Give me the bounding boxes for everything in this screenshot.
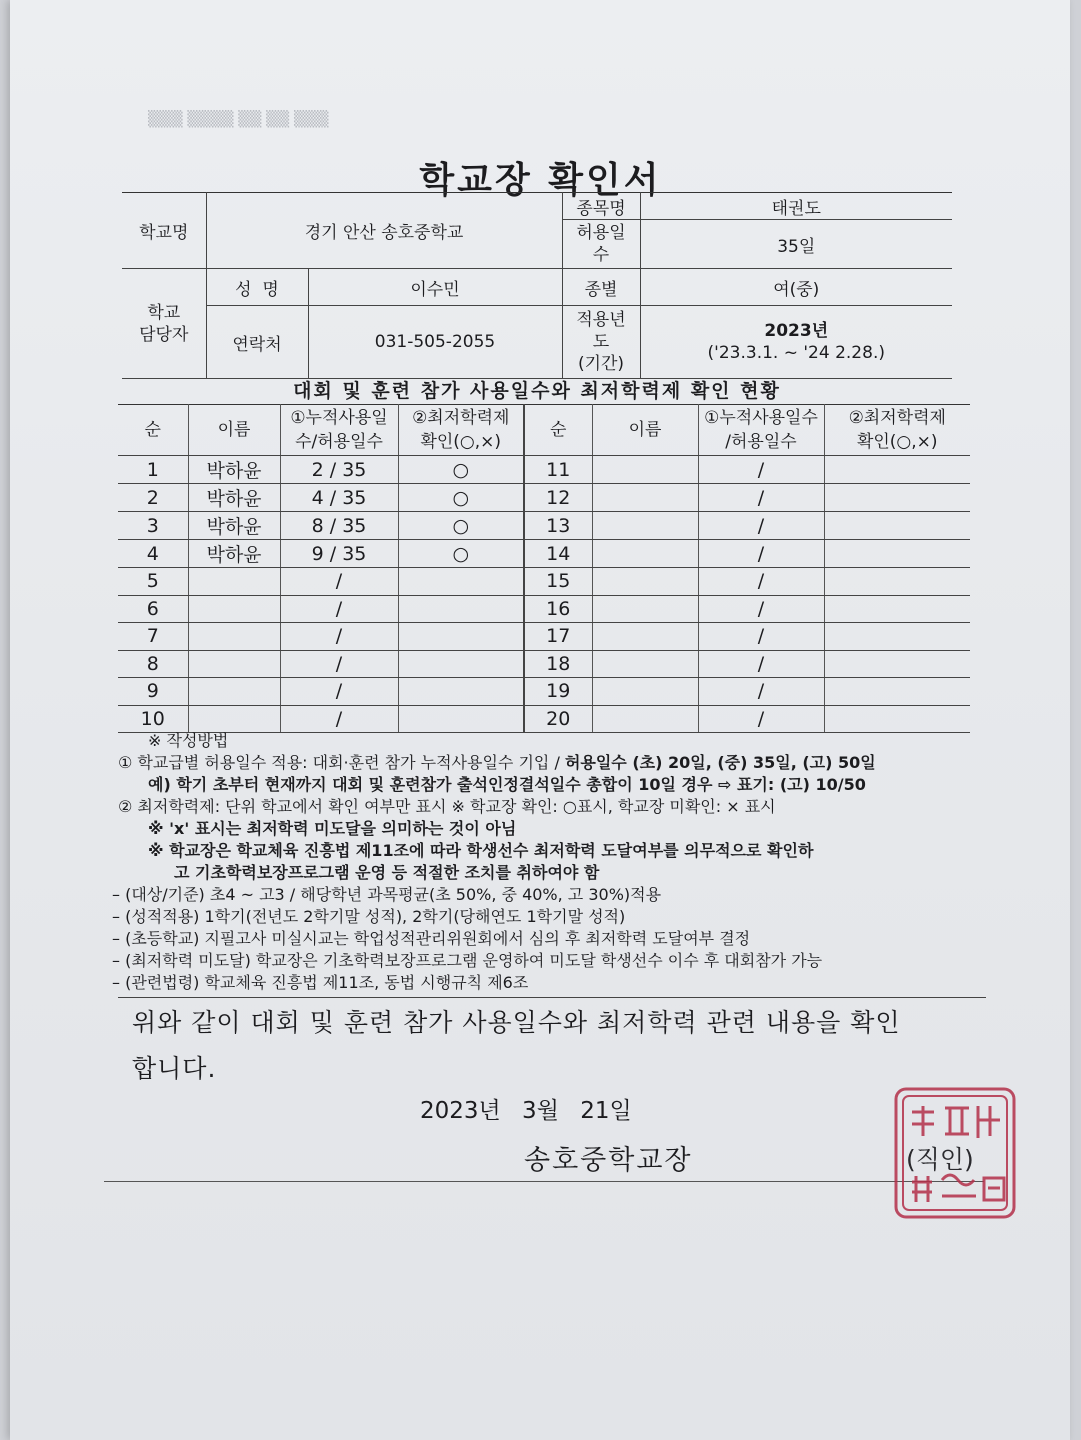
row-name-left: 박하윤 [188,456,280,484]
row-no-left: 9 [118,678,188,706]
table-row [118,512,970,540]
header-check-left: ②최저학력제 확인(○,×) [398,405,524,456]
row-no-right: 13 [524,512,592,540]
row-days-right: / [698,595,824,623]
note-8: – (성적적용) 1학기(전년도 2학기말 성적), 2학기(당해연도 1학기말 성적) [112,907,626,926]
row-days-left: 9 / 35 [280,540,398,568]
header-days-left: ①누적사용일 수/허용일수 [280,405,398,456]
row-days-left: / [280,705,398,733]
row-name-right [592,568,698,596]
row-no-right: 16 [524,595,592,623]
note-10: – (최저학력 미도달) 학교장은 기초학력보장프로그램 운영하여 미도달 학생선수 이수 후 대회참가 가능 [112,951,823,970]
row-days-left: 4 / 35 [280,484,398,512]
row-name-left [188,595,280,623]
row-check-right [824,623,970,651]
row-days-right: / [698,512,824,540]
row-no-right: 14 [524,540,592,568]
row-name-left [188,650,280,678]
notes-heading: ※ 작성방법 [148,731,229,750]
row-check-left [398,595,524,623]
row-days-right: / [698,568,824,596]
contact-value: 031-505-2055 [308,306,562,379]
row-name-left: 박하윤 [188,540,280,568]
contact-label: 연락처 [206,306,308,379]
row-no-left: 7 [118,623,188,651]
row-no-right: 17 [524,623,592,651]
school-label: 학교명 [122,193,206,269]
sport-value: 태권도 [640,193,952,220]
note-7: – (대상/기준) 초4 ~ 고3 / 해당학년 과목평균(초 50%, 중 40%, 고 30%)적용 [112,885,662,904]
row-check-right [824,568,970,596]
row-days-right: / [698,705,824,733]
header-name-left: 이름 [188,405,280,456]
note-5: ※ 학교장은 학교체육 진흥법 제11조에 따라 학생선수 최저학력 도달여부를 의무적으로 확인하 [148,841,814,860]
name-label: 성 명 [206,269,308,306]
usage-header-row [118,405,970,456]
row-name-right [592,623,698,651]
row-name-left [188,678,280,706]
header-days-right: ①누적사용일수 /허용일수 [698,405,824,456]
row-name-right [592,678,698,706]
row-days-right: / [698,678,824,706]
school-name: 경기 안산 송호중학교 [206,193,562,269]
table-row [118,568,970,596]
seal-label: (직인) [906,1145,974,1174]
row-name-left: 박하윤 [188,484,280,512]
header-no-right: 순 [524,405,592,456]
row-days-left: / [280,568,398,596]
row-no-right: 20 [524,705,592,733]
note-3: ② 최저학력제: 단위 학교에서 확인 여부만 표시 ※ 학교장 확인: ○표시, 학교장 미확인: × 표시 [118,797,776,816]
row-check-left [398,623,524,651]
row-name-right [592,705,698,733]
note-9: – (초등학교) 지필고사 미실시교는 학업성적관리위원회에서 심의 후 최저학력 도달여부 결정 [112,929,751,948]
section-subtitle: 대회 및 훈련 참가 사용일수와 최저학력제 확인 현황 [293,380,781,402]
allowed-days-value: 35일 [640,220,952,269]
row-check-right [824,456,970,484]
row-days-right: / [698,484,824,512]
principal-signature: 송호중학교장 [524,1145,693,1176]
row-check-left [398,650,524,678]
note-6: 고 기초학력보장프로그램 운영 등 적절한 조치를 취하여야 함 [174,863,600,882]
row-check-left: ○ [398,512,524,540]
row-days-left: / [280,623,398,651]
sport-label: 종목명 [562,193,640,220]
row-check-right [824,484,970,512]
header-name-right: 이름 [592,405,698,456]
row-no-right: 19 [524,678,592,706]
table-row [118,484,970,512]
row-check-left [398,705,524,733]
usage-table [118,404,970,733]
row-days-left: 8 / 35 [280,512,398,540]
bottom-divider [104,1181,984,1182]
row-days-left: 2 / 35 [280,456,398,484]
info-table [122,192,952,379]
row-no-left: 1 [118,456,188,484]
row-days-right: / [698,650,824,678]
row-no-left: 5 [118,568,188,596]
row-name-right [592,650,698,678]
row-days-left: / [280,650,398,678]
note-4: ※ 'x' 표시는 최저학력 미도달을 의미하는 것이 아님 [148,819,517,838]
row-no-left: 4 [118,540,188,568]
row-check-right [824,650,970,678]
table-row [118,595,970,623]
gender-value: 여(중) [640,269,952,306]
year-label: 적용년 도 (기간) [562,306,640,379]
table-row [118,650,970,678]
row-name-right [592,512,698,540]
row-check-left: ○ [398,484,524,512]
divider [118,997,986,998]
table-row [118,623,970,651]
row-name-right [592,595,698,623]
row-name-left: 박하윤 [188,512,280,540]
note-2: 예) 학기 초부터 현재까지 대회 및 훈련참가 출석인정결석일수 총합이 10일 경우 ⇨ 표기: (고) 10/50 [148,775,866,794]
row-name-left [188,705,280,733]
row-no-right: 15 [524,568,592,596]
row-days-right: / [698,540,824,568]
row-no-left: 6 [118,595,188,623]
row-check-right [824,705,970,733]
row-name-right [592,540,698,568]
row-check-right [824,512,970,540]
issue-date: 2023년 3월 21일 [420,1098,632,1124]
table-row [118,678,970,706]
row-no-right: 11 [524,456,592,484]
row-no-left: 3 [118,512,188,540]
allowed-days-label: 허용일 수 [562,220,640,269]
manager-label: 학교 담당자 [122,269,206,379]
row-no-left: 10 [118,705,188,733]
row-check-right [824,540,970,568]
row-no-left: 8 [118,650,188,678]
row-days-left: / [280,678,398,706]
note-11: – (관련법령) 학교체육 진흥법 제11조, 동법 시행규칙 제6조 [112,973,529,992]
note-1: ① 학교급별 허용일수 적용: 대회·훈련 참가 누적사용일수 기입 / 허용일수 (초) 20일, (중) 35일, (고) 50일 [118,753,876,772]
table-row [118,705,970,733]
row-name-right [592,484,698,512]
header-no-left: 순 [118,405,188,456]
row-check-right [824,678,970,706]
row-name-left [188,568,280,596]
row-no-right: 12 [524,484,592,512]
row-days-right: / [698,623,824,651]
row-no-left: 2 [118,484,188,512]
row-check-left: ○ [398,456,524,484]
row-name-left [188,623,280,651]
confirmation-statement: 위와 같이 대회 및 훈련 참가 사용일수와 최저학력 관련 내용을 확인 합니다. [132,1008,901,1083]
header-check-right: ②최저학력제 확인(○,×) [824,405,970,456]
row-no-right: 18 [524,650,592,678]
row-days-right: / [698,456,824,484]
instructions [112,730,988,994]
table-row [118,540,970,568]
row-check-left: ○ [398,540,524,568]
row-check-left [398,678,524,706]
name-value: 이수민 [308,269,562,306]
row-name-right [592,456,698,484]
table-row [118,456,970,484]
gender-label: 종별 [562,269,640,306]
row-check-right [824,595,970,623]
row-days-left: / [280,595,398,623]
year-value: 2023년 ('23.3.1. ~ '24 2.28.) [640,306,952,379]
document-title: 학교장 확인서 [419,160,662,201]
show-through-text: ▒▒▒ ▒▒▒▒ ▒▒ ▒▒ ▒▒▒ [148,110,329,128]
row-check-left [398,568,524,596]
